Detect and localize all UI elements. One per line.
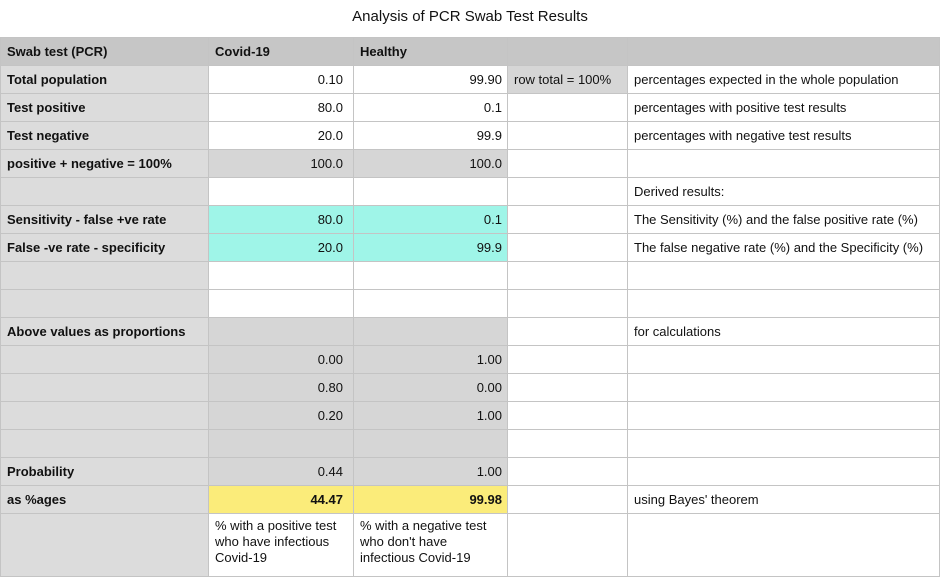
table-cell[interactable]: 1.00	[354, 402, 508, 430]
table-cell[interactable]	[508, 318, 628, 346]
table-cell[interactable]: 100.0	[354, 150, 508, 178]
table-row	[1, 94, 940, 122]
table-cell[interactable]: 0.44	[209, 458, 354, 486]
table-cell[interactable]	[209, 262, 354, 290]
note-cell[interactable]	[628, 346, 940, 374]
table-cell[interactable]: 80.0	[209, 94, 354, 122]
table-row	[1, 346, 940, 374]
note-cell[interactable]	[628, 514, 940, 577]
note-cell[interactable]	[628, 458, 940, 486]
row-label[interactable]: as %ages	[1, 486, 209, 514]
table-cell[interactable]	[508, 430, 628, 458]
row-label[interactable]	[1, 262, 209, 290]
note-cell[interactable]: The false negative rate (%) and the Specificity (%)	[628, 234, 940, 262]
table-row	[1, 402, 940, 430]
column-header[interactable]: Swab test (PCR)	[1, 38, 209, 66]
table-cell[interactable]	[209, 178, 354, 206]
note-cell[interactable]: The Sensitivity (%) and the false positive rate (%)	[628, 206, 940, 234]
table-cell[interactable]	[508, 150, 628, 178]
table-row	[1, 514, 940, 577]
note-cell[interactable]: percentages with positive test results	[628, 94, 940, 122]
table-cell[interactable]	[508, 234, 628, 262]
table-cell[interactable]: % with a negative test who don't have infectious Covid-19	[354, 514, 508, 577]
table-cell[interactable]: 80.0	[209, 206, 354, 234]
row-label[interactable]: Probability	[1, 458, 209, 486]
note-cell[interactable]	[628, 150, 940, 178]
header-row	[1, 38, 940, 66]
table-cell[interactable]: 99.90	[354, 66, 508, 94]
column-header[interactable]	[628, 38, 940, 66]
table-cell[interactable]: 99.9	[354, 234, 508, 262]
column-header[interactable]	[508, 38, 628, 66]
table-cell[interactable]: 44.47	[209, 486, 354, 514]
note-cell[interactable]	[628, 402, 940, 430]
note-cell[interactable]: using Bayes' theorem	[628, 486, 940, 514]
row-label[interactable]	[1, 290, 209, 318]
table-cell[interactable]: 1.00	[354, 346, 508, 374]
table-cell[interactable]: 0.00	[354, 374, 508, 402]
table-row	[1, 290, 940, 318]
sheet-title: Analysis of PCR Swab Test Results	[352, 8, 588, 25]
table-row	[1, 66, 940, 94]
table-cell[interactable]: 0.1	[354, 94, 508, 122]
note-cell[interactable]: for calculations	[628, 318, 940, 346]
table-cell[interactable]: 99.98	[354, 486, 508, 514]
table-row	[1, 262, 940, 290]
table-cell[interactable]: row total = 100%	[508, 66, 628, 94]
table-cell[interactable]	[508, 122, 628, 150]
table-cell[interactable]	[508, 486, 628, 514]
table-row	[1, 206, 940, 234]
note-cell[interactable]: Derived results:	[628, 178, 940, 206]
note-cell[interactable]: percentages with negative test results	[628, 122, 940, 150]
table-cell[interactable]	[508, 290, 628, 318]
table-cell[interactable]: 0.00	[209, 346, 354, 374]
table-row	[1, 234, 940, 262]
table-row	[1, 486, 940, 514]
table-cell[interactable]: 0.20	[209, 402, 354, 430]
table-cell[interactable]	[508, 458, 628, 486]
row-label[interactable]: False -ve rate - specificity	[1, 234, 209, 262]
table-row	[1, 430, 940, 458]
row-label[interactable]: Sensitivity - false +ve rate	[1, 206, 209, 234]
row-label[interactable]	[1, 402, 209, 430]
table-cell[interactable]: 99.9	[354, 122, 508, 150]
table-cell[interactable]	[354, 430, 508, 458]
row-label[interactable]: Total population	[1, 66, 209, 94]
table-cell[interactable]: 100.0	[209, 150, 354, 178]
row-label[interactable]: Above values as proportions	[1, 318, 209, 346]
table-cell[interactable]	[508, 374, 628, 402]
table-row	[1, 178, 940, 206]
table-cell[interactable]	[508, 206, 628, 234]
table-cell[interactable]	[508, 514, 628, 577]
table-cell[interactable]	[209, 430, 354, 458]
table-cell[interactable]	[354, 318, 508, 346]
table-row	[1, 458, 940, 486]
note-cell[interactable]	[628, 374, 940, 402]
table-cell[interactable]	[508, 94, 628, 122]
table-cell[interactable]	[209, 290, 354, 318]
results-table	[0, 37, 940, 577]
table-cell[interactable]	[354, 290, 508, 318]
table-cell[interactable]: % with a positive test who have infectious Covid-19	[209, 514, 354, 577]
row-label[interactable]	[1, 430, 209, 458]
row-label[interactable]: Test negative	[1, 122, 209, 150]
table-cell[interactable]	[508, 402, 628, 430]
note-cell[interactable]	[628, 430, 940, 458]
table-cell[interactable]	[508, 346, 628, 374]
column-header[interactable]: Covid-19	[209, 38, 354, 66]
column-header[interactable]: Healthy	[354, 38, 508, 66]
row-label[interactable]	[1, 514, 209, 577]
table-cell[interactable]: 20.0	[209, 122, 354, 150]
row-label[interactable]: Test positive	[1, 94, 209, 122]
row-label[interactable]: positive + negative = 100%	[1, 150, 209, 178]
note-cell[interactable]	[628, 290, 940, 318]
table-row	[1, 318, 940, 346]
row-label[interactable]	[1, 178, 209, 206]
note-cell[interactable]	[628, 262, 940, 290]
table-cell[interactable]	[508, 178, 628, 206]
table-cell[interactable]	[354, 262, 508, 290]
table-cell[interactable]: 0.10	[209, 66, 354, 94]
table-cell[interactable]	[508, 262, 628, 290]
table-row	[1, 374, 940, 402]
table-cell[interactable]: 0.1	[354, 206, 508, 234]
table-cell[interactable]: 1.00	[354, 458, 508, 486]
row-label[interactable]	[1, 346, 209, 374]
table-row	[1, 122, 940, 150]
note-cell[interactable]: percentages expected in the whole population	[628, 66, 940, 94]
table-cell[interactable]: 20.0	[209, 234, 354, 262]
table-row	[1, 150, 940, 178]
table-cell[interactable]	[354, 178, 508, 206]
table-cell[interactable]: 0.80	[209, 374, 354, 402]
table-cell[interactable]	[209, 318, 354, 346]
row-label[interactable]	[1, 374, 209, 402]
